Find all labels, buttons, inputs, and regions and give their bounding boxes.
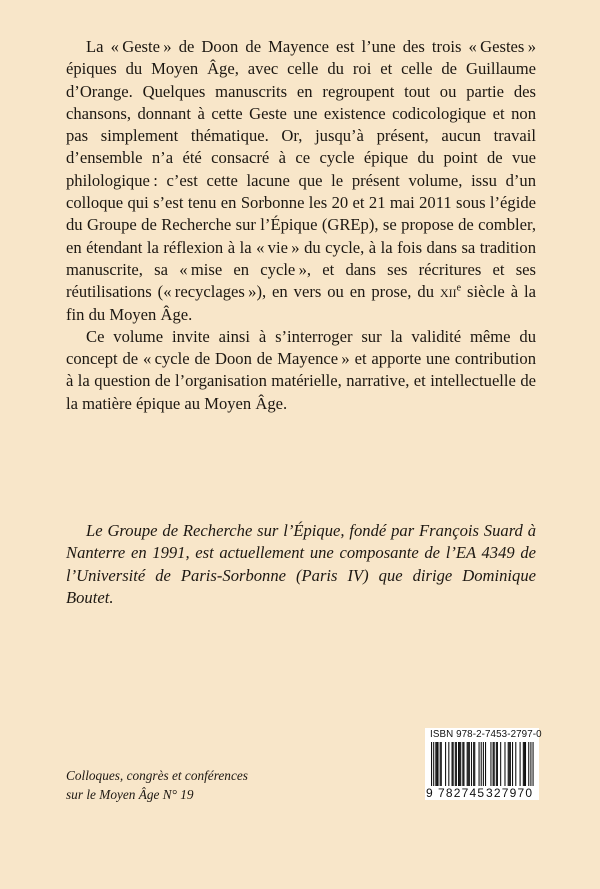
barcode-bar <box>467 742 468 786</box>
barcode-bar <box>504 742 505 786</box>
barcode-bars <box>425 742 539 790</box>
barcode-bar <box>533 742 534 790</box>
grep-note-text: Le Groupe de Recherche sur l’Épique, fondé par François Suard à Nanterre en 1991, est actuellement une composante de l’EA 4349 de l’Université de Paris-Sorbonne (Paris IV) que dirige Dominique Boutet. <box>66 521 536 607</box>
grep-note <box>66 520 536 609</box>
barcode-bar <box>435 742 436 786</box>
barcode-bar <box>462 742 463 786</box>
series-number: sur le Moyen Âge N° 19 <box>66 787 194 802</box>
barcode-bar <box>431 742 432 790</box>
barcode-bar <box>469 742 470 786</box>
barcode-bar <box>479 742 480 786</box>
barcode-bar <box>525 742 526 786</box>
barcode-bar <box>448 742 449 786</box>
ean-right-group: 327970 <box>486 786 534 800</box>
barcode-bar <box>458 742 459 786</box>
ean-first-digit: 9 <box>426 786 433 800</box>
barcode-bar <box>452 742 453 786</box>
ean-digits <box>425 786 539 800</box>
barcode-bar <box>497 742 498 786</box>
barcode-bar <box>459 742 460 786</box>
barcode-bar <box>483 742 484 790</box>
barcode-bar <box>496 742 497 786</box>
isbn-barcode <box>425 728 542 800</box>
series-title: Colloques, congrès et conférences <box>66 768 248 783</box>
barcode-bar <box>471 742 472 786</box>
barcode-bar <box>493 742 494 786</box>
barcode-bar <box>460 742 461 786</box>
century-suffix: e <box>456 282 462 294</box>
barcode-bar <box>520 742 521 786</box>
barcode-bar <box>456 742 457 786</box>
summary-paragraph-1 <box>66 36 536 326</box>
series-info <box>66 766 366 804</box>
barcode-bar <box>468 742 469 786</box>
barcode-bar <box>528 742 529 786</box>
barcode-bar <box>523 742 524 786</box>
barcode-bar <box>455 742 456 786</box>
summary-paragraph-2: Ce volume invite ainsi à s’interroger sur la validité même du concept de « cycle de Doon de Mayence » et apporte une contribution à la question de l’organisation matérielle, narrative, et intellectuelle de la matière épique au Moyen Âge. <box>66 326 536 413</box>
barcode-bar <box>437 742 438 786</box>
barcode-bar <box>530 742 531 790</box>
barcode-bar <box>445 742 446 786</box>
barcode-bar <box>494 742 495 786</box>
barcode-bar <box>515 742 516 786</box>
barcode-bar <box>485 742 486 786</box>
barcode-bar <box>474 742 475 786</box>
isbn-label: ISBN 978-2-7453-2797-0 <box>430 729 542 740</box>
barcode-bar <box>441 742 442 786</box>
barcode-bar <box>481 742 482 790</box>
barcode-bar <box>509 742 510 786</box>
barcode-bar <box>508 742 509 786</box>
barcode-bar <box>524 742 525 786</box>
barcode-bar <box>500 742 501 786</box>
century-roman-numeral: xii <box>439 282 457 302</box>
barcode-bar <box>510 742 511 786</box>
barcode-bar <box>463 742 464 786</box>
barcode-bar <box>512 742 513 786</box>
barcode-bar <box>433 742 434 790</box>
summary-paragraph-1-end: siècle à la fin du Moyen Âge. <box>66 282 537 324</box>
ean-left-group: 782745 <box>438 786 486 800</box>
barcode-bar <box>473 742 474 786</box>
barcode-bar <box>490 742 491 786</box>
barcode-bar <box>440 742 441 786</box>
barcode-bar <box>436 742 437 786</box>
back-cover-summary <box>66 36 536 415</box>
barcode-bar <box>453 742 454 786</box>
summary-paragraph-1-text: La « Geste » de Doon de Mayence est l’une des trois « Gestes » épiques du Moyen Âge, avec celle du roi et celle de Guillaume d’Orange. Quelques manuscrits en regroupent tout ou partie des chansons, donnant à cette Geste une existence codicologique et non pas simplement thématique. Or, jusqu’à présent, aucun travail d’ensemble n’a été consacré à ce cycle épique du point de vue philologique : c’est cette lacune que le présent volume, issu d’un colloque qui s’est tenu en Sorbonne les 20 et 21 mai 2011 sous l’égide du Groupe de Recherche sur l’Épique (GREp), se propose de combler, en étendant la réflexion à la « vie » du cycle, à la fois dans sa tradition manuscrite, sa « mise en cycle », et dans ses récritures et ses réutilisations (« recyclages »), en vers ou en prose, du <box>66 37 536 302</box>
